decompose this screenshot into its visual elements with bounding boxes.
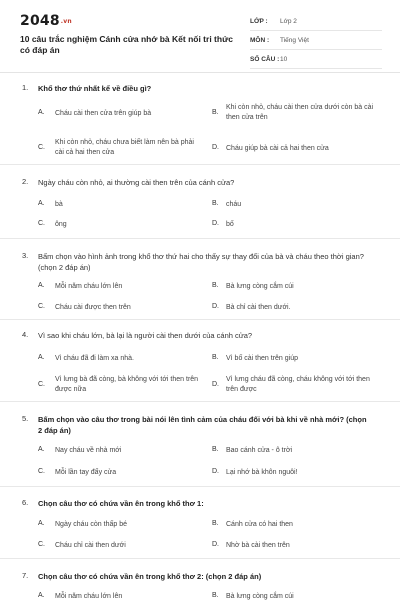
question-list xyxy=(0,72,400,600)
question-4: 4. Vì sao khi cháu lớn, bà lại là người cài then dưới của cánh cửa? A. Vì cháu đã đi làm xa nhà. B. Vì bố cài then trên giúp C. Vì lưng bà đã còng, bà không với tới then trên được nữa D. Vì lưng cháu đã còng, cháu không với tới then trên được xyxy=(0,320,400,402)
page-title: 10 câu trắc nghiệm Cánh cửa nhớ bà Kết nối tri thức có đáp án xyxy=(20,34,233,55)
question-3: 3. Bấm chọn vào hình ảnh trong khổ thơ thứ hai cho thấy sự thay đổi của bà và cháu theo thời gian? (chọn 2 đáp án) A. Mỗi năm cháu lớn lên B. Bà lưng còng cắm cúi C. Cháu cài được then trên D. Bà chỉ cài then dưới. xyxy=(0,239,400,320)
question-6: 6. Chọn câu thơ có chứa vần ên trong khổ thơ 1: A. Ngày cháu còn thấp bé B. Cánh cửa có hai then C. Cháu chỉ cài then dưới D. Nhờ bà cài then trên xyxy=(0,487,400,559)
quiz-meta xyxy=(250,12,382,69)
site-logo[interactable]: 2048.vn xyxy=(20,13,72,29)
meta-grade: LỚP : Lớp 2 xyxy=(250,12,382,31)
question-1: 1. Khổ thơ thứ nhất kể về điều gì? A. Cháu cài then cửa trên giúp bà B. Khi còn nhỏ, cháu cài then cửa dưới còn bà cài then cửa trên C. Khi còn nhỏ, cháu chưa biết làm nên bà phải cài cả hai then cửa D. Cháu giúp bà cài cả hai then cửa xyxy=(0,72,400,165)
page-header xyxy=(0,0,400,73)
question-2: 2. Ngày cháu còn nhỏ, ai thường cài then trên của cánh cửa? A. bà B. cháu C. ông D. bố xyxy=(0,165,400,239)
meta-subject: MÔN : Tiếng Việt xyxy=(250,31,382,50)
meta-question-count: SỐ CÂU : 10 xyxy=(250,50,382,69)
question-7: 7. Chọn câu thơ có chứa vần ên trong khổ thơ 2: (chọn 2 đáp án) A. Mỗi năm cháu lớn lên B. Bà lưng còng cắm cúi xyxy=(22,571,294,600)
question-5: 5. Bấm chọn vào câu thơ trong bài nói lên tình cảm của cháu đối với bà khi về nhà mới? (chọn 2 đáp án) A. Nay cháu về nhà mới B. Bao cánh cửa - ô trời C. Mỗi lần tay đẩy cửa D. Lại nhớ bà khôn nguôi! xyxy=(0,402,400,487)
